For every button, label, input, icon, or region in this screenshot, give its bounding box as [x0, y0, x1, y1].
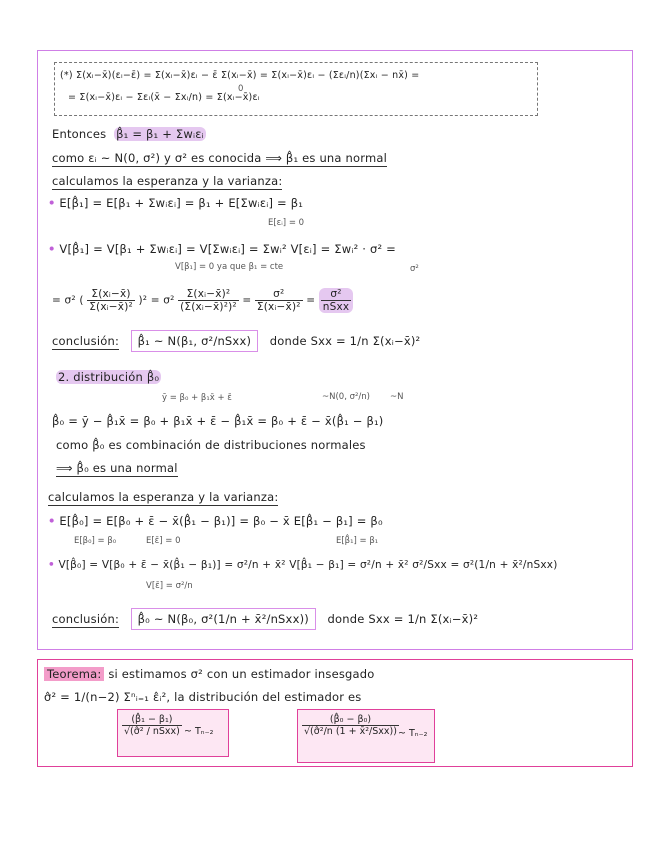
var-b1-eq: V[β̂₁] = V[β₁ + Σwᵢεᵢ] = V[Σwᵢεᵢ] = Σwᵢ² V[εᵢ] = Σwᵢ² · σ² = [59, 242, 396, 256]
esp-b1-note: E[εᵢ] = 0 [268, 218, 305, 228]
esp-b0-note-3: E[β̂₁] = β₁ [336, 536, 379, 546]
calc-heading-1: calculamos la esperanza y la varianza: [52, 174, 283, 188]
conclusion-1-line [52, 330, 420, 352]
var2-frac-2 [178, 288, 239, 313]
var2-frac-1 [87, 288, 135, 313]
esp-b0-line [48, 514, 383, 528]
bullet-dot: • [48, 559, 55, 571]
var2-frac-3-den: Σ(xᵢ−x̄)² [256, 301, 301, 313]
conclusion-2-line [52, 608, 478, 630]
bullet-dot: • [48, 196, 56, 210]
var2-frac-1-den: Σ(xᵢ−x̄)² [89, 301, 133, 313]
t-stat-b0-box [297, 709, 435, 763]
calc-line-1 [52, 174, 282, 188]
conclusion-2-donde: donde Sxx = 1/n Σ(xᵢ−x̄)² [327, 612, 479, 626]
theorem-text-1: si estimamos σ² con un estimador insesgado [108, 667, 375, 681]
var2-d: )² = σ² [138, 294, 175, 307]
var-b0-note: V[ε̄] = σ²/n [146, 581, 193, 591]
t-b1-frac [122, 714, 182, 737]
ybar-note: ȳ = β₀ + β₁x̄ + ε̄ [162, 393, 232, 403]
var-b0-line [48, 559, 558, 571]
b0-eq-line [52, 414, 384, 428]
esp-b1-line [48, 196, 303, 210]
var2-frac-2-den: (Σ(xᵢ−x̄)²)² [180, 301, 237, 313]
var-b1-line [48, 242, 396, 256]
aside-line-2 [68, 92, 260, 103]
t-b0-frac [302, 714, 399, 737]
b1-estimator-eq: β̂₁ = β₁ + Σwᵢεᵢ [116, 127, 204, 141]
theorem-line-2 [44, 690, 361, 704]
aside-eq-2: = Σ(xᵢ−x̄)εᵢ − Σεᵢ(x̄ − Σxᵢ/n) = Σ(xᵢ−x̄)εᵢ [68, 92, 260, 103]
calc-heading-2: calculamos la esperanza y la varianza: [48, 490, 279, 504]
var-b0-eq: V[β̂₀] = V[β₀ + ε̄ − x̄(β̂₁ − β₁)] = σ²/n + x̄² V[β̂₁ − β₁] = σ²/n + x̄² σ²/Sxx = σ²(1/n + x̄²/nSxx) [58, 559, 558, 571]
calc-line-2 [48, 490, 278, 504]
t-b0-den: √(σ̂²/n (1 + x̄²/Sxx)) [304, 726, 397, 737]
conclusion-1-box: β̂₁ ~ N(β₁, σ²/nSxx) [131, 330, 259, 352]
var2-frac-3-num: σ² [255, 288, 303, 301]
b0-normal-text: ⟹ β̂₀ es una normal [56, 461, 178, 475]
conclusion-1-label: conclusión: [52, 334, 120, 348]
entonces-line [52, 127, 206, 141]
sec2-title: 2. distribución β̂₀ [58, 370, 160, 384]
esp-b1-eq: E[β̂₁] = E[β₁ + Σwᵢεᵢ] = β₁ + E[Σwᵢεᵢ] = β₁ [59, 196, 304, 210]
conclusion-2-label: conclusión: [52, 612, 120, 626]
aside-zero-mark: 0 [238, 84, 244, 94]
comb-line [56, 438, 366, 452]
theorem-line-1 [44, 667, 375, 681]
var2-frac-2-num: Σ(xᵢ−x̄)² [178, 288, 239, 301]
var-b1-note: V[β₁] = 0 ya que β₁ = cte [175, 262, 284, 272]
b0-eq: β̂₀ = ȳ − β̂₁x̄ = β₀ + β₁x̄ + ε̄ − β̂₁x̄ = β₀ + ε̄ − x̄(β̂₁ − β₁) [52, 414, 384, 428]
theorem-tag: Teorema: [44, 667, 104, 681]
var-b1-simplify-line [52, 288, 353, 313]
var2-result-den: nSxx [322, 301, 350, 313]
esp-b0-eq: E[β̂₀] = E[β₀ + ε̄ − x̄(β̂₁ − β₁)] = β₀ − x̄ E[β̂₁ − β₁] = β₀ [59, 514, 383, 528]
t-b0-dist: ~ Tₙ₋₂ [398, 728, 428, 739]
t-stat-b1-box [117, 709, 229, 757]
t-b1-den: √(σ̂² / nSxx) [124, 726, 180, 737]
t-b0-frac-wrap [302, 714, 399, 737]
t-b0-num: (β̂₀ − β₀) [302, 714, 399, 726]
theorem-text-2: σ̂² = 1/(n−2) Σⁿᵢ₌₁ ε̂ᵢ², la distribución del estimador es [44, 690, 362, 704]
conclusion-2-box: β̂₀ ~ N(β₀, σ²(1/n + x̄²/nSxx)) [131, 608, 316, 630]
conclusion-1-donde: donde Sxx = 1/n Σ(xᵢ−x̄)² [269, 334, 421, 348]
var2-g: = [242, 294, 252, 307]
var2-j: = [306, 294, 316, 307]
sec2-title-line [56, 370, 161, 384]
entonces-text: Entonces [52, 127, 107, 141]
var-b1-note-2: σ² [410, 264, 419, 274]
normal-statement: como εᵢ ~ N(0, σ²) y σ² es conocida ⟹ β̂₁ es una normal [52, 151, 388, 165]
aside-label: (*) [60, 70, 73, 81]
como-line [52, 151, 387, 165]
esp-b0-note-1: E[β₀] = β₀ [74, 536, 117, 546]
var2-frac-3 [255, 288, 303, 313]
var2-result-num: σ² [321, 288, 352, 301]
comb-text: como β̂₀ es combinación de distribuciones normales [56, 438, 366, 452]
esp-b0-note-2: E[ε̄] = 0 [146, 536, 181, 546]
top-note-1: ~N(0, σ²/n) [322, 392, 370, 402]
t-b1-num: (β̂₁ − β₁) [122, 714, 182, 726]
aside-line-1 [60, 70, 419, 81]
bullet-dot: • [48, 514, 56, 528]
bullet-dot: • [48, 242, 56, 256]
t-b1-frac-wrap [122, 714, 182, 737]
b0-normal-line [56, 461, 178, 475]
var2-a: = σ² ( [52, 294, 84, 307]
var2-frac-1-num: Σ(xᵢ−x̄) [87, 288, 135, 301]
var2-frac-result [319, 288, 354, 313]
aside-eq-1: Σ(xᵢ−x̄)(εᵢ−ε̄) = Σ(xᵢ−x̄)εᵢ − ε̄ Σ(xᵢ−x̄) = Σ(xᵢ−x̄)εᵢ − (Σεᵢ/n)(Σxᵢ − nx̄) = [76, 70, 420, 81]
t-b1-dist: ~ Tₙ₋₂ [184, 726, 214, 737]
top-note-2: ~N [390, 392, 404, 402]
